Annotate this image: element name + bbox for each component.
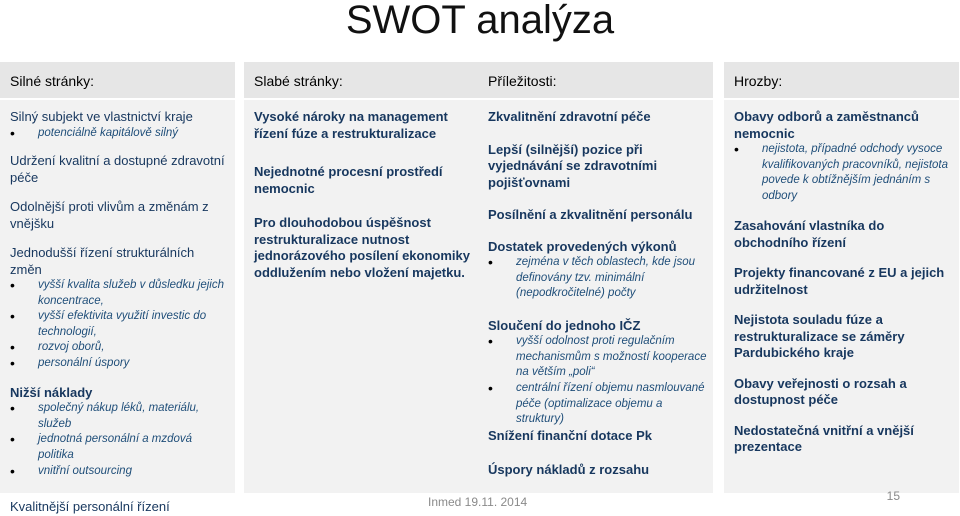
opportunity-bullets	[488, 255, 707, 302]
strength-item: Udržení kvalitní a dostupné zdravotní péče	[10, 153, 225, 185]
strength-bullets	[10, 401, 229, 479]
threat-bullets	[734, 142, 953, 204]
bullet-item: • centrální řízení objemu nasmlouvané péče (optimalizace objemu a struktury)	[488, 381, 707, 428]
header-threats: Hrozby:	[724, 62, 959, 98]
weakness-item: Nejednotné procesní prostředí nemocnic	[254, 164, 443, 196]
opportunity-item: Posílnění a zkvalitnění personálu	[488, 207, 693, 222]
opportunity-item: Snížení finanční dotace Pk	[488, 427, 652, 443]
header-strengths: Silné stránky:	[0, 62, 235, 98]
bullet-item: • jednotná personální a mzdová politika	[10, 432, 229, 463]
strength-item: Nižší náklady	[10, 384, 93, 400]
opportunity-item: Lepší (silnější) pozice při vyjednávání se zdravotními pojišťovnami	[488, 141, 658, 190]
threat-item: Zasahování vlastníka do obchodního řízení	[734, 218, 885, 250]
weakness-item: Pro dlouhodobou úspěšnost restrukturalizace nutnost jednorázového posílení ekonomiky oddlužením nebo vložení majetku.	[254, 215, 470, 280]
header-opportunities: Příležitosti:	[478, 62, 713, 98]
column-weaknesses	[244, 100, 479, 493]
bullet-item: • vyšší efektivita využití investic do technologií,	[10, 309, 229, 340]
opportunity-item: Dostatek provedených výkonů	[488, 238, 677, 254]
strength-item: Jednodušší řízení strukturálních změn	[10, 245, 195, 277]
bullet-item: • potenciálně kapitálově silný	[10, 126, 229, 142]
opportunity-item: Sloučení do jednoho IČZ	[488, 317, 641, 333]
strength-bullets	[10, 278, 229, 372]
bullet-item: • rozvoj oborů,	[10, 340, 229, 356]
opportunity-item: Úspory nákladů z rozsahu	[488, 462, 650, 478]
footer-text: Inmed 19.11. 2014	[428, 495, 528, 509]
bullet-item: • personální úspory	[10, 356, 229, 372]
threat-item: Projekty financované z EU a jejich udržitelnost	[734, 265, 945, 297]
threat-item: Obavy veřejnosti o rozsah a dostupnost péče	[734, 375, 907, 408]
opportunity-bullets	[488, 334, 707, 428]
bullet-item: • nejistota, případné odchody vysoce kvalifikovaných pracovníků, nejistota povede k obtížnějším jednáním s odbory	[734, 142, 953, 204]
threat-item: Nedostatečná vnitřní a vnější prezentace	[734, 422, 914, 455]
opportunity-item: Zkvalitnění zdravotní péče	[488, 109, 651, 124]
slide-title: SWOT analýza	[345, 0, 615, 42]
bullet-item: • společný nákup léků, materiálu, služeb	[10, 401, 229, 432]
strength-item: Silný subjekt ve vlastnictví kraje	[10, 109, 193, 124]
bullet-item: • vyšší kvalita služeb v důsledku jejich koncentrace,	[10, 278, 229, 309]
threat-item: Obavy odborů a zaměstnanců nemocnic	[734, 109, 919, 141]
strength-bullets	[10, 126, 229, 142]
strength-item: Odolnější proti vlivům a změnám z vnějšku	[10, 199, 209, 231]
bullet-item: • zejména v těch oblastech, kde jsou definovány tzv. minimální (nepodkročitelné) počty	[488, 255, 707, 302]
header-weaknesses: Slabé stránky:	[244, 62, 479, 98]
page-number: 15	[886, 489, 900, 503]
column-opportunities	[478, 100, 713, 493]
bullet-item: • vyšší odolnost proti regulačním mechanismům s možností kooperace na větším „poli“	[488, 334, 707, 381]
column-strengths	[0, 100, 235, 515]
column-threats	[724, 100, 959, 493]
weakness-item: Vysoké nároky na management řízení fúze a restrukturalizace	[254, 109, 448, 141]
bullet-item: • vnitřní outsourcing	[10, 464, 229, 480]
strength-item: Kvalitnější personální řízení	[10, 499, 170, 515]
threat-item: Nejistota souladu fúze a restrukturalizace se záměry Pardubického kraje	[734, 312, 905, 361]
